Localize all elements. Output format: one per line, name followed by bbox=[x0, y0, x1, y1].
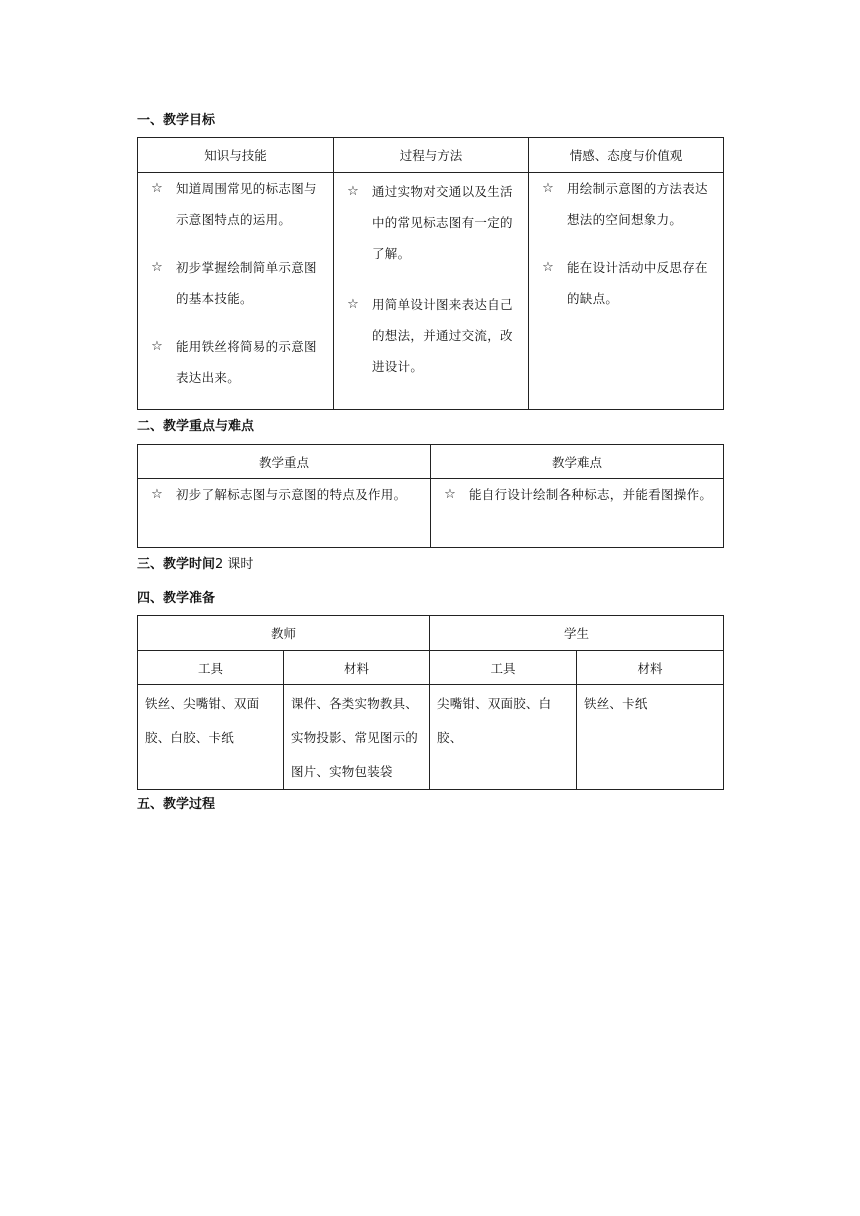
goals-knowledge-cell bbox=[138, 173, 334, 410]
class-hours-value: 2 课时 bbox=[215, 557, 254, 572]
header-process-methods: 过程与方法 bbox=[334, 138, 529, 173]
difficulties-cell bbox=[431, 479, 724, 548]
goals-emotion-cell bbox=[529, 173, 724, 410]
section-3-title: 三、教学时间 bbox=[137, 557, 216, 572]
star-icon: ☆ bbox=[347, 297, 359, 312]
section-1-heading: 一、教学目标 bbox=[137, 113, 216, 128]
star-icon: ☆ bbox=[151, 339, 163, 354]
goal-text: 知道周围常见的标志图与示意图特点的运用。 bbox=[176, 181, 317, 227]
list-item bbox=[537, 252, 715, 314]
list-item bbox=[146, 252, 325, 314]
header-student: 学生 bbox=[430, 616, 724, 651]
key-point-text: 初步了解标志图与示意图的特点及作用。 bbox=[176, 487, 407, 502]
goals-process-cell bbox=[334, 173, 529, 410]
list-item bbox=[146, 479, 422, 510]
goal-text: 用绘制示意图的方法表达想法的空间想象力。 bbox=[567, 181, 708, 227]
student-tools-text: 尖嘴钳、双面胶、白胶、 bbox=[437, 696, 552, 745]
teacher-materials-text: 课件、各类实物教具、实物投影、常见图示的图片、实物包装袋 bbox=[291, 696, 419, 779]
list-item bbox=[342, 289, 520, 382]
header-key-points: 教学重点 bbox=[138, 445, 431, 479]
student-materials-text: 铁丝、卡纸 bbox=[584, 696, 648, 711]
header-emotion-values: 情感、态度与价值观 bbox=[529, 138, 724, 173]
goal-text: 能在设计活动中反思存在的缺点。 bbox=[567, 260, 708, 306]
list-item bbox=[146, 331, 325, 393]
list-item bbox=[342, 176, 520, 269]
teacher-tools-text: 铁丝、尖嘴钳、双面胶、白胶、卡纸 bbox=[145, 696, 260, 745]
goal-text: 通过实物对交通以及生活中的常见标志图有一定的了解。 bbox=[372, 184, 513, 261]
star-icon: ☆ bbox=[151, 181, 163, 196]
star-icon: ☆ bbox=[542, 181, 554, 196]
student-materials-cell bbox=[577, 685, 724, 790]
header-knowledge-skills: 知识与技能 bbox=[138, 138, 334, 173]
list-item bbox=[537, 173, 715, 235]
header-student-materials: 材料 bbox=[577, 651, 724, 685]
section-3-heading bbox=[137, 557, 253, 573]
star-icon: ☆ bbox=[151, 260, 163, 275]
teaching-goals-table bbox=[137, 137, 724, 410]
star-icon: ☆ bbox=[444, 487, 456, 502]
difficulty-text: 能自行设计绘制各种标志，并能看图操作。 bbox=[469, 487, 713, 502]
header-student-tools: 工具 bbox=[430, 651, 577, 685]
section-5-heading: 五、教学过程 bbox=[137, 797, 216, 812]
header-difficulties: 教学难点 bbox=[431, 445, 724, 479]
section-2-heading: 二、教学重点与难点 bbox=[137, 419, 255, 434]
section-4-heading: 四、教学准备 bbox=[137, 591, 216, 606]
student-tools-cell bbox=[430, 685, 577, 790]
goal-text: 初步掌握绘制简单示意图的基本技能。 bbox=[176, 260, 317, 306]
key-points-cell bbox=[138, 479, 431, 548]
goal-text: 用简单设计图来表达自己的想法，并通过交流，改进设计。 bbox=[372, 297, 513, 374]
goal-text: 能用铁丝将简易的示意图表达出来。 bbox=[176, 339, 317, 385]
header-teacher-materials: 材料 bbox=[284, 651, 430, 685]
star-icon: ☆ bbox=[347, 184, 359, 199]
teacher-tools-cell bbox=[138, 685, 284, 790]
preparation-table bbox=[137, 615, 724, 790]
list-item bbox=[146, 173, 325, 235]
header-teacher-tools: 工具 bbox=[138, 651, 284, 685]
teacher-materials-cell bbox=[284, 685, 430, 790]
header-teacher: 教师 bbox=[138, 616, 430, 651]
list-item bbox=[439, 479, 715, 510]
star-icon: ☆ bbox=[151, 487, 163, 502]
key-points-table bbox=[137, 444, 724, 548]
star-icon: ☆ bbox=[542, 260, 554, 275]
